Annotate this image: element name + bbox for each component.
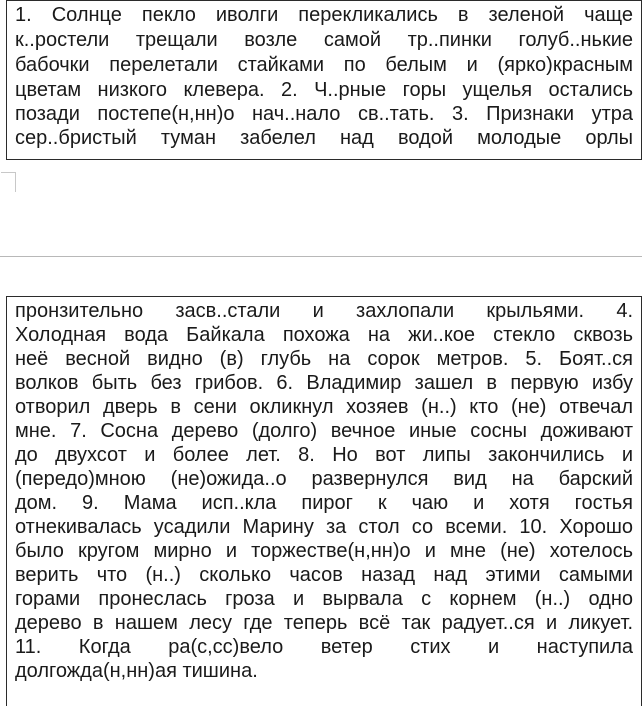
text-block-bottom (6, 296, 642, 706)
page-gap-divider (0, 256, 642, 257)
text-line: мне. 7. Сосна дерево (долго) вечное иные сосны доживают (15, 420, 633, 442)
text-line: бабочки перелетали стайками по белым и (ярко)красным (15, 54, 633, 76)
text-line: 11. Когда ра(с,сс)вело ветер стих и наступила (15, 636, 633, 658)
text-line: пронзительно засв..стали и захлопали крыльями. 4. (15, 300, 633, 322)
text-line: отворил дверь в сени окликнул хозяев (н..) кто (не) отвечал (15, 396, 633, 418)
text-line: верить что (н..) сколько часов назад над этими самыми (15, 564, 633, 586)
text-line: волков быть без грибов. 6. Владимир зашел в первую избу (15, 372, 633, 394)
text-line: неё весной видно (в) глубь на сорок метров. 5. Боят..ся (15, 348, 633, 370)
text-line: Холодная вода Байкала похожа на жи..кое стекло сквозь (15, 324, 633, 346)
text-line: к..ростели трещали возле самой тр..пинки голуб..нькие (15, 29, 633, 51)
text-line: отнекивалась усадили Марину за стол со всеми. 10. Хорошо (15, 516, 633, 538)
text-line: горами пронеслась гроза и вырвала с корнем (н..) одно (15, 588, 633, 610)
text-line: было кругом мирно и торжестве(н,нн)о и мне (не) хотелось (15, 540, 633, 562)
text-line: цветам низкого клевера. 2. Ч..рные горы ущелья остались (15, 79, 633, 101)
text-line: дерево в нашем лесу где теперь всё так радует..ся и ликует. (15, 612, 633, 634)
page-corner-mark (1, 172, 16, 192)
text-line: (передо)мною (не)ожида..о развернулся вид на барский (15, 468, 633, 490)
text-block-top (6, 0, 642, 160)
text-line: позади постепе(н,нн)о нач..нало св..тать. 3. Признаки утра (15, 103, 633, 125)
text-line: долгожда(н,нн)ая тишина. (15, 660, 258, 682)
text-line: до двухсот и более лет. 8. Но вот липы закончились и (15, 444, 633, 466)
text-line: сер..бристый туман забелел над водой молодые орлы (15, 127, 633, 149)
text-line: 1. Солнце пекло иволги перекликались в зеленой чаще (15, 4, 633, 26)
text-line: дом. 9. Мама исп..кла пирог к чаю и хотя гостья (15, 492, 633, 514)
